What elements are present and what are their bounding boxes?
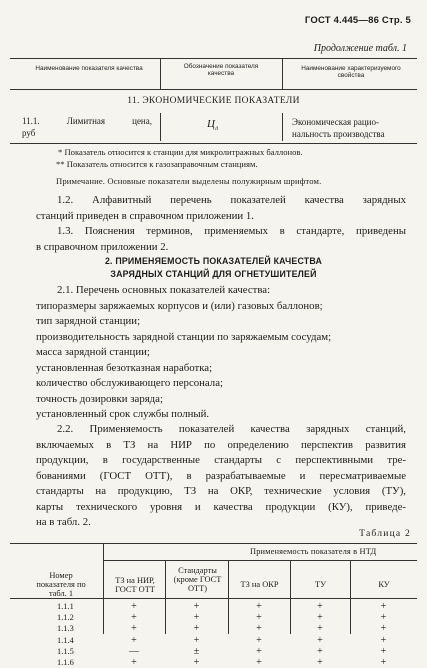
table2-cell: ± xyxy=(193,645,200,657)
table2-cell: + xyxy=(317,601,323,612)
table2-row-id: 1.1.2 xyxy=(57,613,74,623)
paragraph-2-2-line: стандарты на продукцию, ТЗ на ОКР, технические условия (ТУ), xyxy=(36,485,406,497)
table2-cell: + xyxy=(131,612,137,624)
table1-divider-1 xyxy=(160,58,161,89)
paragraph-2-2 xyxy=(36,422,406,531)
paragraph-1-2 xyxy=(36,193,406,224)
indicator-symbol-main: Ц xyxy=(207,118,215,130)
table2-cell: + xyxy=(193,657,200,668)
paragraph-2-2-line: на в табл. 2. xyxy=(36,516,91,528)
section2-title-line2: ЗАРЯДНЫХ СТАНЦИЙ ДЛЯ ОГНЕТУШИТЕЛЕЙ xyxy=(110,269,317,279)
paragraph-2-2-line: 2.2. Применяемость показателей качества зарядных станций, xyxy=(57,423,406,435)
table2-cell: + xyxy=(317,657,323,668)
paragraph-2-1-lead: 2.1. Перечень основных показателей качества: xyxy=(57,284,271,296)
paragraph-1-2-line2: станций приведен в справочном приложении 1. xyxy=(36,209,254,222)
table2-cell: + xyxy=(131,623,137,635)
quality-indicator-list-item: установленный срок службы полный. xyxy=(36,408,210,420)
table2-cell: + xyxy=(317,623,323,635)
table2-cell: + xyxy=(380,612,387,624)
table2-row-id: 1.1.1 xyxy=(57,602,74,611)
section2-title-line1: 2. ПРИМЕНЯЕМОСТЬ ПОКАЗАТЕЛЕЙ КАЧЕСТВА xyxy=(104,256,323,266)
indicator-name xyxy=(22,115,152,139)
paragraph-2-2-line: карты технического уровня и качества продукции (КУ), приведе- xyxy=(36,500,406,513)
table1-header-property: Наименование характеризуемого свойства xyxy=(301,65,401,79)
table1-header-symbol: Обозначение показателя качества xyxy=(183,63,259,77)
table2-group-rule xyxy=(103,560,417,561)
table1-bottom-rule xyxy=(10,143,417,144)
table2-header-col-3: ТЗ на ОКР xyxy=(240,580,279,589)
table1-header-name: Наименование показателя качества xyxy=(35,65,143,72)
table2-cell: + xyxy=(380,645,387,657)
table2-header-rule xyxy=(10,598,417,599)
table2-cell: + xyxy=(131,634,137,646)
table2-cell: + xyxy=(193,601,200,612)
quality-indicator-list-item: типоразмеры заряжаемых корпусов и (или) газовых баллонов; xyxy=(36,299,323,312)
table2-header-number: Номер показателя по табл. 1 xyxy=(36,571,86,598)
table2-cell: + xyxy=(193,623,200,635)
table2-header-col-1: ТЗ на НИР, ГОСТ ОТТ xyxy=(115,576,155,594)
table2-column-ku xyxy=(350,601,417,668)
section-title-economic: 11. ЭКОНОМИЧЕСКИЕ ПОКАЗАТЕЛИ xyxy=(127,96,300,106)
table2-header-col-2: Стандарты (кроме ГОСТ ОТТ) xyxy=(173,566,222,593)
table2-cell: + xyxy=(256,601,262,612)
table2-row-id: 1.1.5 xyxy=(57,646,74,656)
paragraph-1-3 xyxy=(36,224,406,255)
table2-cell: + xyxy=(193,612,200,624)
table2-column-tz-nir xyxy=(103,601,165,668)
indicator-symbol xyxy=(207,118,218,132)
paragraph-1-2-line1: 1.2. Алфавитный перечень показателей качества зарядных xyxy=(57,194,406,206)
table2-header-col-4: ТУ xyxy=(314,580,327,589)
table2-cell: + xyxy=(380,623,387,635)
table2-row-id: 1.1.3 xyxy=(57,624,74,634)
table2-cell: + xyxy=(380,601,387,612)
table1-top-rule xyxy=(10,58,417,59)
paragraph-2-1 xyxy=(36,283,411,423)
table-continuation-label: Продолжение табл. 1 xyxy=(313,43,407,54)
indicator-property-line2: нальность производства xyxy=(292,129,385,139)
footnote-2: ** Показатель относится к газозаправочным станциям. xyxy=(56,159,258,169)
quality-indicator-list-item: установленная безотказная наработка; xyxy=(36,361,213,374)
table2-cell: + xyxy=(380,634,387,646)
table1-header-rule xyxy=(10,89,417,90)
table2-cell: + xyxy=(256,634,262,646)
table2-row-ids xyxy=(57,601,74,668)
table2-group-header: Применяемость показателя в НТД xyxy=(250,547,377,556)
quality-indicator-list-item: масса зарядной станции; xyxy=(36,346,150,358)
paragraph-1-3-line1: 1.3. Пояснения терминов, применяемых в стандарте, приведены xyxy=(57,225,406,237)
table2-top-rule xyxy=(10,543,417,544)
running-header: ГОСТ 4.445—86 Стр. 5 xyxy=(304,15,411,26)
indicator-property-line1: Экономическая рацио- xyxy=(292,117,379,127)
table2-cell: + xyxy=(193,634,200,646)
paragraph-2-2-line: бованиями (ГОСТ ОТТ), в разрабатываемые и пересматриваемые xyxy=(36,469,406,482)
indicator-property xyxy=(292,116,385,140)
table2-label: Таблица 2 xyxy=(359,528,411,539)
table1-divider-2 xyxy=(282,58,283,89)
quality-indicator-list-item: точность дозировки заряда; xyxy=(36,392,163,405)
table2-cell: + xyxy=(256,623,262,635)
paragraph-2-2-line: включаемых в ТЗ на НИР по определению перспектив развития xyxy=(36,438,406,451)
table2-cell: + xyxy=(317,612,323,624)
table1-row-divider-2 xyxy=(282,113,283,141)
quality-indicator-list-item: количество обслуживающего персонала; xyxy=(36,377,223,389)
table2-cell: + xyxy=(131,601,137,612)
table2-column-tz-okr xyxy=(228,601,290,668)
table2-cell: + xyxy=(256,612,262,624)
indicator-name-line1: 11.1. Лимитная цена, xyxy=(22,116,152,126)
table2-header-col-5: КУ xyxy=(378,580,390,589)
table2-cell: + xyxy=(256,657,262,668)
table1-row-divider-1 xyxy=(160,113,161,141)
table2-cell: + xyxy=(131,657,137,668)
table-note: Примечание. Основные показатели выделены полужирным шрифтом. xyxy=(56,176,322,186)
quality-indicator-list-item: производительность зарядной станции по заряжаемым сосудам; xyxy=(36,330,332,343)
table2-cell: + xyxy=(256,645,262,657)
table2-row-id: 1.1.6 xyxy=(57,658,74,668)
table2-row-id: 1.1.4 xyxy=(57,635,74,645)
quality-indicator-list-item: тип зарядной станции; xyxy=(36,315,141,327)
indicator-symbol-sub: л xyxy=(214,124,219,133)
table2-cell: + xyxy=(317,634,323,646)
table2-cell: — xyxy=(129,645,139,657)
footnote-1: * Показатель относится к станции для микролитражных баллонов. xyxy=(58,147,303,157)
paragraph-1-3-line2: в справочном приложении 2. xyxy=(36,240,169,253)
table2-column-standards xyxy=(165,601,228,668)
table2-cell: + xyxy=(317,645,323,657)
table2-cell: + xyxy=(380,657,387,668)
indicator-name-line2: руб xyxy=(22,128,36,138)
paragraph-2-2-line: продукции, в государственные стандарты с перспективными тре- xyxy=(36,454,406,466)
table2-column-tu xyxy=(290,601,350,668)
